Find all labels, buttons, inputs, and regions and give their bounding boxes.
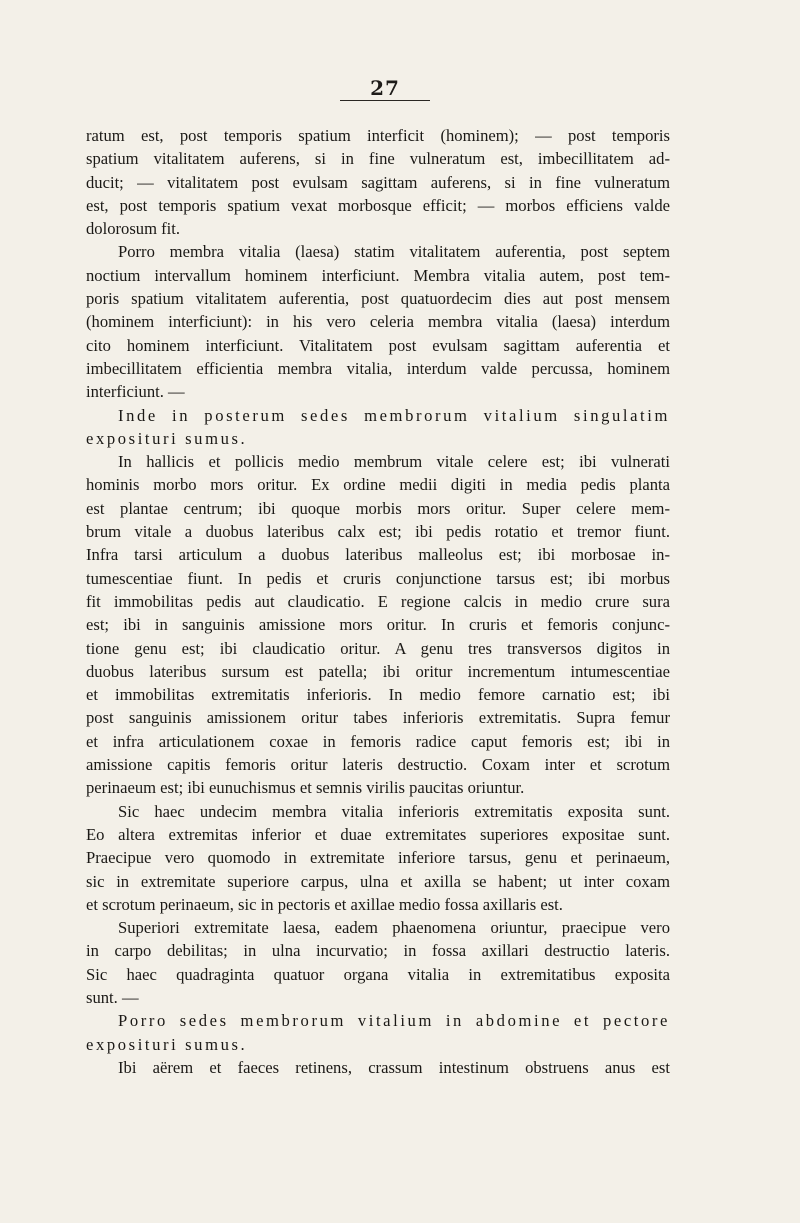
text-line: spatium vitalitatem auferens, si in fine vulneratum est, imbecillitatem ad- bbox=[86, 149, 670, 169]
text-line: Infra tarsi articulum a duobus lateribus malleolus est; ibi morbosae in- bbox=[86, 545, 670, 565]
text-line: Sic haec undecim membra vitalia inferioris extremitatis exposita sunt. bbox=[118, 801, 670, 821]
text-line: in carpo debilitas; in ulna incurvatio; in fossa axillari destructio lateris. bbox=[86, 941, 670, 961]
text-line: tione genu est; ibi claudicatio oritur. A genu tres transversos digitos in bbox=[86, 638, 670, 658]
text-line: sunt. — bbox=[86, 987, 139, 1007]
text-line: ducit; — vitalitatem post evulsam sagittam auferens, si in fine vulneratum bbox=[86, 172, 670, 192]
text-line: post sanguinis amissionem oritur tabes inferioris extremitatis. Supra femur bbox=[86, 708, 670, 728]
text-line: Praecipue vero quomodo in extremitate inferiore tarsus, genu et perinaeum, bbox=[86, 848, 670, 868]
text-line: est, post temporis spatium vexat morbosque efficit; — morbos efficiens valde bbox=[86, 195, 670, 215]
text-line: Superiori extremitate laesa, eadem phaenomena oriuntur, praecipue vero bbox=[118, 918, 670, 938]
text-line: et immobilitas extremitatis inferioris. In medio femore carnatio est; ibi bbox=[86, 685, 670, 705]
text-line: poris spatium vitalitatem auferentia, post quatuordecim dies aut post mensem bbox=[86, 289, 670, 309]
text-line: est; ibi in sanguinis amissione mors oritur. In cruris et femoris conjunc- bbox=[86, 615, 670, 635]
spaced-heading-line: Porro sedes membrorum vitalium in abdomine et pectore bbox=[118, 1011, 670, 1031]
text-line: imbecillitatem efficientia membra vitalia, interdum valde percussa, hominem bbox=[86, 358, 670, 378]
spaced-heading-line: expositurі sumus. bbox=[86, 428, 248, 448]
text-line: In hallicis et pollicis medio membrum vitale celere est; ibi vulnerati bbox=[118, 452, 670, 472]
text-line: est plantae centrum; ibi quoque morbis mors oritur. Super celere mem- bbox=[86, 498, 670, 518]
text-line: hominis morbo mors oritur. Ex ordine medii digiti in media pedis planta bbox=[86, 475, 670, 495]
text-line: sic in extremitate superiore carpus, ulna et axilla se habent; ut inter coxam bbox=[86, 871, 670, 891]
page-number: 27 bbox=[370, 76, 400, 100]
page-number-rule bbox=[340, 100, 430, 101]
text-line: cito hominem interficiunt. Vitalitatem post evulsam sagittam auferentia et bbox=[86, 335, 670, 355]
text-line: Ibi aërem et faeces retinens, crassum intestinum obstruens anus est bbox=[118, 1057, 670, 1077]
text-line: et infra articulationem coxae in femoris radice caput femoris est; ibi in bbox=[86, 731, 670, 751]
text-line: tumescentiae fiunt. In pedis et cruris conjunctione tarsus est; ibi morbus bbox=[86, 568, 670, 588]
text-line: amissione capitis femoris oritur lateris destructio. Coxam inter et scrotum bbox=[86, 755, 670, 775]
text-line: noctium intervallum hominem interficiunt. Membra vitalia autem, post tem- bbox=[86, 265, 670, 285]
text-line: et scrotum perinaeum, sic in pectoris et axillae medio fossa axillaris est. bbox=[86, 894, 563, 914]
text-line: brum vitale a duobus lateribus calx est; ibi pedis rotatio et tremor fiunt. bbox=[86, 522, 670, 542]
body-text bbox=[86, 124, 670, 1079]
text-line: Sic haec quadraginta quatuor organa vitalia in extremitatibus exposita bbox=[86, 964, 670, 984]
text-line: Porro membra vitalia (laesa) statim vitalitatem auferentia, post septem bbox=[118, 242, 670, 262]
text-line: interficiunt. — bbox=[86, 382, 185, 402]
spaced-heading-line: Inde in posterum sedes membrorum vitalium singulatim bbox=[118, 405, 670, 425]
text-line: Eo altera extremitas inferior et duae extremitates superiores expositae sunt. bbox=[86, 824, 670, 844]
spaced-heading-line: expositurі sumus. bbox=[86, 1034, 248, 1054]
text-line: ratum est, post temporis spatium interficit (hominem); — post temporis bbox=[86, 126, 670, 145]
text-line: dolorosum fit. bbox=[86, 219, 181, 239]
text-line: fit immobilitas pedis aut claudicatio. E regione calcis in medio crure sura bbox=[86, 591, 670, 611]
text-line: duobus lateribus sursum est patella; ibi oritur incrementum intumescentiae bbox=[86, 661, 670, 681]
text-line: (hominem interficiunt): in his vero celeria membra vitalia (laesa) interdum bbox=[86, 312, 670, 332]
text-line: perinaeum est; ibi eunuchismus et semnis virilis paucitas oriuntur. bbox=[86, 778, 525, 798]
